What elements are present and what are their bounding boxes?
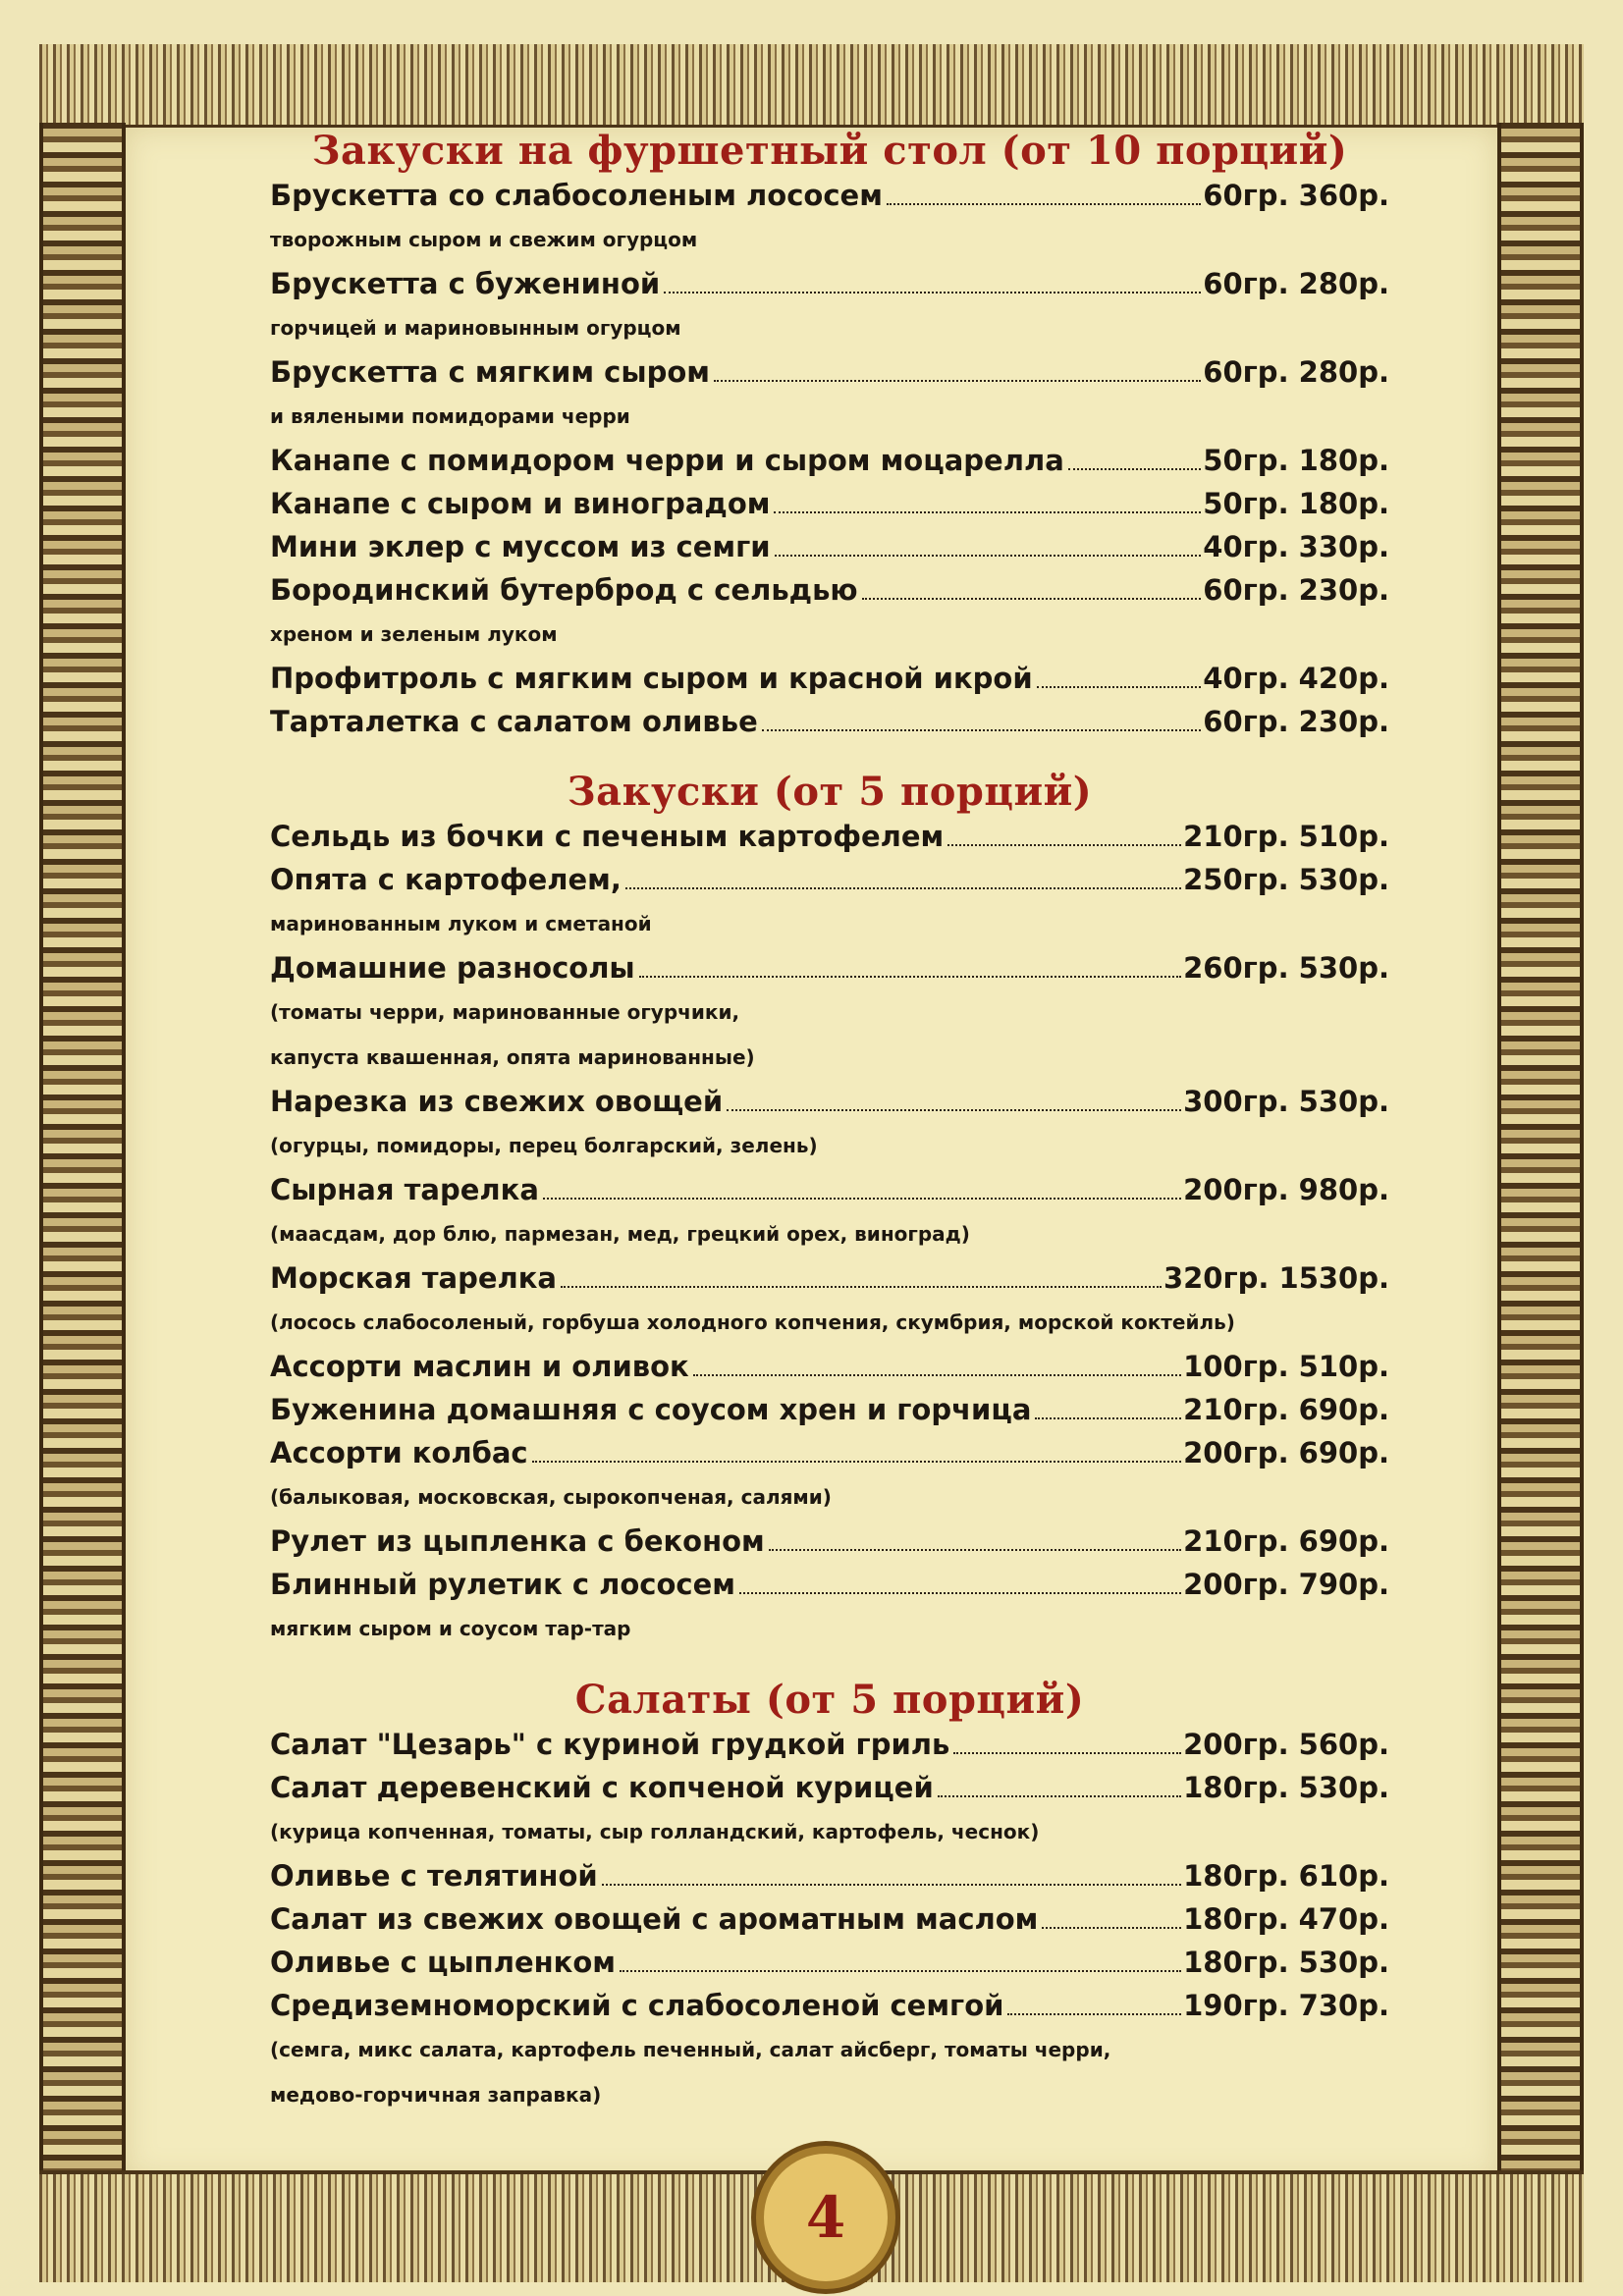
item-name: Оливье с телятиной: [270, 1859, 598, 1893]
item-name: Сельдь из бочки с печеным картофелем: [270, 820, 945, 853]
item-name: Брускетта со слабосоленым лососем: [270, 179, 883, 212]
dot-leader: [774, 511, 1201, 513]
menu-item: [270, 525, 1389, 568]
dot-leader: [532, 1461, 1182, 1463]
dot-leader: [739, 1592, 1181, 1594]
dot-leader: [620, 1970, 1181, 1972]
item-price: 40гр. 330р.: [1203, 530, 1389, 563]
dot-leader: [775, 555, 1202, 557]
dot-leader: [862, 598, 1202, 600]
item-description: маринованным луком и сметаной: [270, 912, 652, 935]
section-title: Закуски (от 5 порций): [567, 769, 1093, 815]
menu-item: [270, 1345, 1389, 1388]
menu-item: [270, 1520, 1389, 1563]
item-price: 210гр. 690р.: [1183, 1524, 1389, 1558]
item-price: 320гр. 1530р.: [1163, 1261, 1389, 1295]
dot-leader: [953, 1752, 1181, 1754]
decorative-border-top: [39, 44, 1584, 129]
item-description: медово-горчичная заправка): [270, 2083, 602, 2107]
item-price: 180гр. 530р.: [1183, 1946, 1389, 1979]
item-price: 210гр. 690р.: [1183, 1393, 1389, 1426]
menu-item: [270, 439, 1389, 482]
item-name: Профитроль с мягким сыром и красной икрой: [270, 662, 1033, 695]
dot-leader: [1037, 686, 1202, 688]
menu-content: [270, 128, 1389, 2143]
item-name: Домашние разносолы: [270, 951, 635, 985]
menu-item: [270, 174, 1389, 217]
page-number: 4: [805, 2184, 846, 2251]
item-name: Брускетта с бужениной: [270, 267, 661, 300]
item-price: 190гр. 730р.: [1183, 1989, 1389, 2022]
item-name: Блинный рулетик с лососем: [270, 1568, 735, 1601]
menu-item: [270, 568, 1389, 612]
item-name: Ассорти маслин и оливок: [270, 1350, 689, 1383]
item-description: (маасдам, дор блю, пармезан, мед, грецкий орех, виноград): [270, 1222, 970, 1246]
item-price: 200гр. 790р.: [1183, 1568, 1389, 1601]
item-price: 250гр. 530р.: [1183, 863, 1389, 896]
menu-item: [270, 657, 1389, 700]
menu-section: [270, 1677, 1389, 2117]
item-price: 60гр. 280р.: [1203, 355, 1389, 389]
item-description: мягким сыром и соусом тар-тар: [270, 1617, 631, 1640]
item-name: Рулет из цыпленка с беконом: [270, 1524, 765, 1558]
item-name: Сырная тарелка: [270, 1173, 539, 1206]
item-description: (лосось слабосоленый, горбуша холодного копчения, скумбрия, морской коктейль): [270, 1310, 1235, 1334]
menu-item: [270, 1080, 1389, 1123]
item-description: (балыковая, московская, сырокопченая, салями): [270, 1485, 832, 1509]
menu-item: [270, 700, 1389, 743]
menu-item: [270, 1854, 1389, 1897]
menu-item: [270, 858, 1389, 901]
item-price: 60гр. 230р.: [1203, 573, 1389, 607]
item-price: 210гр. 510р.: [1183, 820, 1389, 853]
menu-section: [270, 128, 1389, 743]
menu-item: [270, 1168, 1389, 1211]
menu-item: [270, 1256, 1389, 1300]
menu-item: [270, 482, 1389, 525]
item-price: 260гр. 530р.: [1183, 951, 1389, 985]
dot-leader: [887, 203, 1201, 205]
dot-leader: [543, 1198, 1181, 1200]
item-price: 180гр. 530р.: [1183, 1771, 1389, 1804]
item-description: (томаты черри, маринованные огурчики,: [270, 1000, 740, 1024]
dot-leader: [947, 844, 1181, 846]
menu-item: [270, 262, 1389, 305]
page-number-badge: [756, 2146, 895, 2289]
item-name: Салат "Цезарь" с куриной грудкой гриль: [270, 1728, 950, 1761]
dot-leader: [639, 976, 1181, 978]
item-price: 180гр. 470р.: [1183, 1902, 1389, 1936]
decorative-border-right: [1497, 123, 1584, 2184]
item-description: капуста квашенная, опята маринованные): [270, 1045, 755, 1069]
item-name: Салат деревенский с копченой курицей: [270, 1771, 934, 1804]
item-name: Брускетта с мягким сыром: [270, 355, 710, 389]
item-name: Опята с картофелем,: [270, 863, 622, 896]
item-description: (огурцы, помидоры, перец болгарский, зелень): [270, 1134, 818, 1157]
dot-leader: [714, 380, 1201, 382]
menu-item: [270, 1897, 1389, 1941]
item-price: 50гр. 180р.: [1203, 487, 1389, 520]
item-price: 40гр. 420р.: [1203, 662, 1389, 695]
item-description: хреном и зеленым луком: [270, 622, 558, 646]
item-description: творожным сыром и свежим огурцом: [270, 228, 698, 251]
item-name: Канапе с сыром и виноградом: [270, 487, 771, 520]
menu-item: [270, 815, 1389, 858]
dot-leader: [769, 1549, 1181, 1551]
item-name: Бородинский бутерброд с сельдью: [270, 573, 858, 607]
decorative-border-left: [39, 123, 126, 2184]
item-name: Тарталетка с салатом оливье: [270, 705, 758, 738]
item-name: Средиземноморский с слабосоленой семгой: [270, 1989, 1004, 2022]
dot-leader: [938, 1795, 1181, 1797]
menu-item: [270, 1723, 1389, 1766]
item-price: 180гр. 610р.: [1183, 1859, 1389, 1893]
menu-item: [270, 1941, 1389, 1984]
dot-leader: [693, 1374, 1181, 1376]
dot-leader: [1068, 468, 1202, 470]
item-price: 200гр. 980р.: [1183, 1173, 1389, 1206]
item-name: Ассорти колбас: [270, 1436, 528, 1469]
item-description: и вялеными помидорами черри: [270, 404, 630, 428]
item-name: Оливье с цыпленком: [270, 1946, 616, 1979]
section-title: Закуски на фуршетный стол (от 10 порций): [311, 128, 1348, 174]
menu-item: [270, 1431, 1389, 1474]
item-name: Салат из свежих овощей с ароматным маслом: [270, 1902, 1039, 1936]
item-price: 50гр. 180р.: [1203, 444, 1389, 477]
dot-leader: [1007, 2013, 1181, 2015]
menu-item: [270, 1984, 1389, 2027]
menu-item: [270, 350, 1389, 394]
item-name: Буженина домашняя с соусом хрен и горчица: [270, 1393, 1032, 1426]
section-title: Салаты (от 5 порций): [574, 1677, 1085, 1723]
item-name: Мини эклер с муссом из семги: [270, 530, 771, 563]
menu-item: [270, 1388, 1389, 1431]
dot-leader: [1042, 1927, 1181, 1929]
menu-item: [270, 946, 1389, 989]
item-price: 300гр. 530р.: [1183, 1085, 1389, 1118]
item-description: (семга, микс салата, картофель печенный, салат айсберг, томаты черри,: [270, 2038, 1111, 2061]
menu-item: [270, 1766, 1389, 1809]
item-description: (курица копченная, томаты, сыр голландский, картофель, чеснок): [270, 1820, 1040, 1843]
item-name: Нарезка из свежих овощей: [270, 1085, 724, 1118]
item-price: 60гр. 230р.: [1203, 705, 1389, 738]
item-name: Канапе с помидором черри и сыром моцарелла: [270, 444, 1064, 477]
menu-item: [270, 1563, 1389, 1606]
dot-leader: [625, 887, 1181, 889]
menu-section: [270, 769, 1389, 1651]
item-price: 200гр. 690р.: [1183, 1436, 1389, 1469]
dot-leader: [762, 729, 1202, 731]
item-price: 200гр. 560р.: [1183, 1728, 1389, 1761]
dot-leader: [602, 1884, 1181, 1886]
dot-leader: [664, 292, 1201, 294]
dot-leader: [727, 1109, 1181, 1111]
dot-leader: [1035, 1417, 1181, 1419]
item-price: 60гр. 360р.: [1203, 179, 1389, 212]
item-price: 60гр. 280р.: [1203, 267, 1389, 300]
item-description: горчицей и мариновынным огурцом: [270, 316, 681, 340]
item-price: 100гр. 510р.: [1183, 1350, 1389, 1383]
dot-leader: [561, 1286, 1162, 1288]
item-name: Морская тарелка: [270, 1261, 557, 1295]
